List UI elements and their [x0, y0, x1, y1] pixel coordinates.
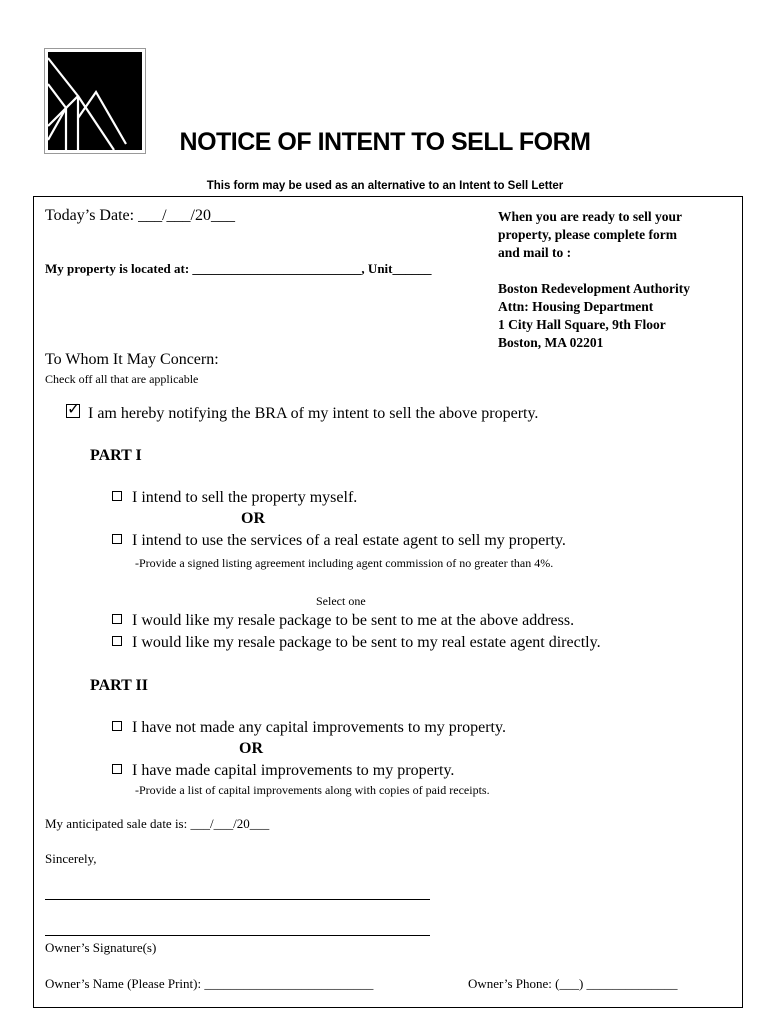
package-to-me-label: I would like my resale package to be sent to me at the above address.: [132, 612, 575, 629]
improvements-note: -Provide a list of capital improvements along with copies of paid receipts.: [135, 783, 490, 797]
mail-line-2: property, please complete form: [498, 227, 677, 242]
mail-line-3: and mail to :: [498, 245, 572, 260]
made-improvements-checkbox[interactable]: [112, 764, 122, 774]
option-no-improvements[interactable]: [112, 719, 506, 737]
notify-option[interactable]: [66, 399, 539, 423]
closing: Sincerely,: [45, 851, 97, 866]
part1-or: OR: [241, 510, 265, 527]
package-to-agent-label: I would like my resale package to be sent to my real estate agent directly.: [132, 634, 601, 651]
mail-line-1: When you are ready to sell your: [498, 209, 682, 224]
use-agent-label: I intend to use the services of a real estate agent to sell my property.: [132, 532, 566, 549]
sell-myself-checkbox[interactable]: [112, 491, 122, 501]
option-package-to-me[interactable]: [112, 612, 574, 630]
part2-heading: PART II: [90, 677, 148, 694]
owner-name-field[interactable]: Owner’s Name (Please Print): __________________________: [45, 976, 374, 991]
use-agent-checkbox[interactable]: [112, 534, 122, 544]
page-subtitle: This form may be used as an alternative to an Intent to Sell Letter: [206, 180, 564, 192]
signature-line-2[interactable]: [45, 935, 430, 936]
agent-note: -Provide a signed listing agreement including agent commission of no greater than 4%.: [135, 556, 554, 570]
option-package-to-agent[interactable]: [112, 634, 601, 652]
salutation: To Whom It May Concern:: [45, 351, 219, 368]
package-to-me-checkbox[interactable]: [112, 614, 122, 624]
check-instruction: Check off all that are applicable: [45, 372, 199, 386]
page-title: NOTICE OF INTENT TO SELL FORM: [179, 128, 591, 156]
signature-label: Owner’s Signature(s): [45, 940, 157, 955]
mail-org: Boston Redevelopment Authority: [498, 281, 690, 296]
mail-attn: Attn: Housing Department: [498, 299, 654, 314]
no-improvements-label: I have not made any capital improvements to my property.: [132, 719, 506, 736]
mail-city: Boston, MA 02201: [498, 335, 604, 350]
mail-street: 1 City Hall Square, 9th Floor: [498, 317, 666, 332]
property-location-field[interactable]: My property is located at: __________________________, Unit______: [45, 261, 432, 276]
sell-myself-label: I intend to sell the property myself.: [132, 489, 358, 506]
notify-statement: I am hereby notifying the BRA of my intent to sell the above property.: [88, 405, 539, 422]
select-one-label: Select one: [316, 594, 366, 608]
todays-date-field[interactable]: Today’s Date: ___/___/20___: [45, 207, 235, 224]
package-to-agent-checkbox[interactable]: [112, 636, 122, 646]
part2-or: OR: [239, 740, 263, 757]
made-improvements-label: I have made capital improvements to my property.: [132, 762, 455, 779]
option-use-agent[interactable]: [112, 532, 566, 550]
signature-line-1[interactable]: [45, 899, 430, 900]
checkmark-icon: ✓: [67, 399, 81, 419]
owner-phone-field[interactable]: Owner’s Phone: (___) ______________: [468, 976, 678, 991]
option-sell-myself[interactable]: [112, 489, 357, 507]
no-improvements-checkbox[interactable]: [112, 721, 122, 731]
notify-checkbox[interactable]: [66, 399, 81, 419]
option-made-improvements[interactable]: [112, 762, 454, 780]
part1-heading: PART I: [90, 447, 142, 464]
sale-date-field[interactable]: My anticipated sale date is: ___/___/20___: [45, 816, 270, 831]
mailing-instructions: [498, 208, 728, 352]
